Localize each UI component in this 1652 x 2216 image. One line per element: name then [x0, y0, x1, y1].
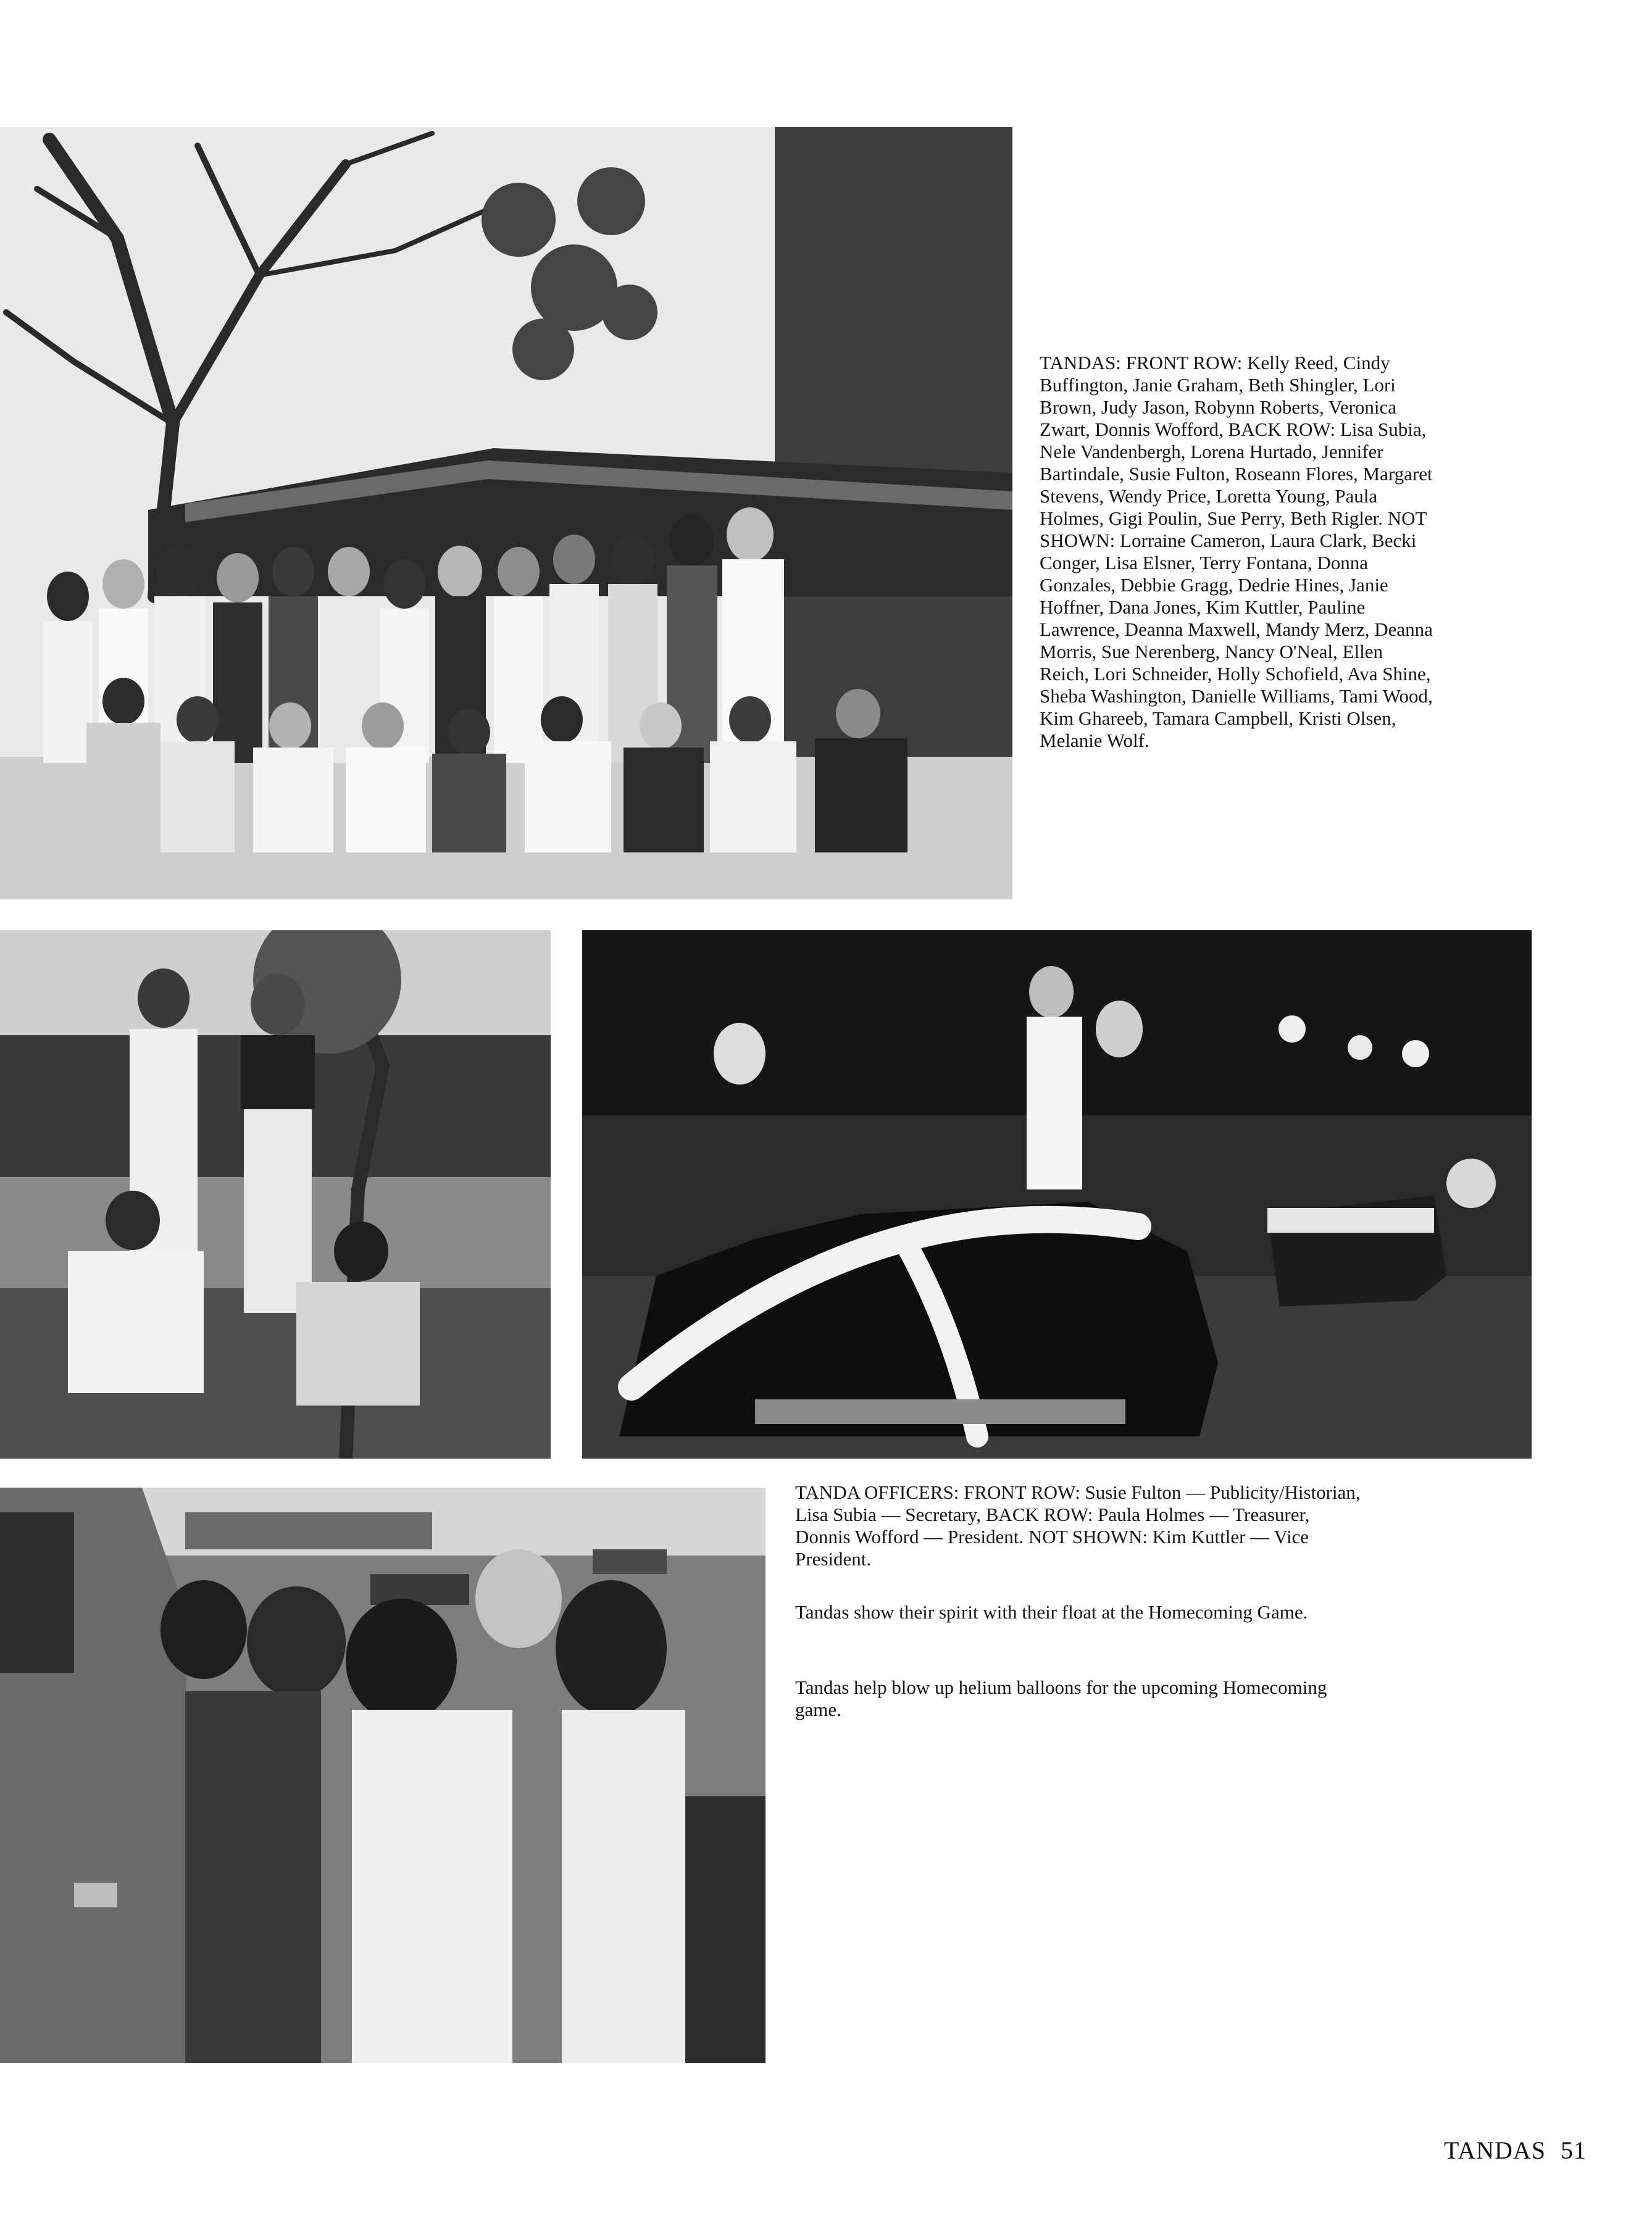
float-caption: Tandas show their spirit with their float at the Homecoming Game.: [795, 1601, 1308, 1623]
page-number: 51: [1561, 2136, 1587, 2164]
balloons-caption: Tandas help blow up helium balloons for the upcoming Homecoming game.: [795, 1677, 1327, 1720]
section-name: TANDAS: [1443, 2136, 1546, 2164]
helium-balloons-photo: [0, 1488, 766, 2063]
officers-caption: TANDA OFFICERS: FRONT ROW: Susie Fulton — Publicity/Historian, Lisa Subia — Secretary, BACK ROW: Paula Holmes — Treasurer, Donnis Wofford — President. NOT SHOWN: Kim Kuttler — Vice President.: [795, 1481, 1361, 1570]
page-folio: [1444, 2136, 1587, 2165]
officers-photo: [0, 930, 551, 1459]
group-photo-caption: TANDAS: FRONT ROW: Kelly Reed, Cindy Buffington, Janie Graham, Beth Shingler, Lori Brown, Judy Jason, Robynn Roberts, Veronica Zwart, Donnis Wofford, BACK ROW: Lisa Subia, Nele Vandenbergh, Lorena Hurtado, Jennifer Bartindale, Susie Fulton, Roseann Flores, Margaret Stevens, Wendy Price, Loretta Young, Paula Holmes, Gigi Poulin, Sue Perry, Beth Rigler. NOT SHOWN: Lorraine Cameron, Laura Clark, Becki Conger, Lisa Elsner, Terry Fontana, Donna Gonzales, Debbie Gragg, Dedrie Hines, Janie Hoffner, Dana Jones, Kim Kuttler, Pauline Lawrence, Deanna Maxwell, Mandy Merz, Deanna Morris, Sue Nerenberg, Nancy O'Neal, Ellen Reich, Lori Schneider, Holly Schofield, Ava Shine, Sheba Washington, Danielle Williams, Tami Wood, Kim Ghareeb, Tamara Campbell, Kristi Olsen, Melanie Wolf.: [1040, 352, 1433, 751]
homecoming-float-photo: [582, 930, 1532, 1459]
group-photo: [0, 127, 1012, 899]
